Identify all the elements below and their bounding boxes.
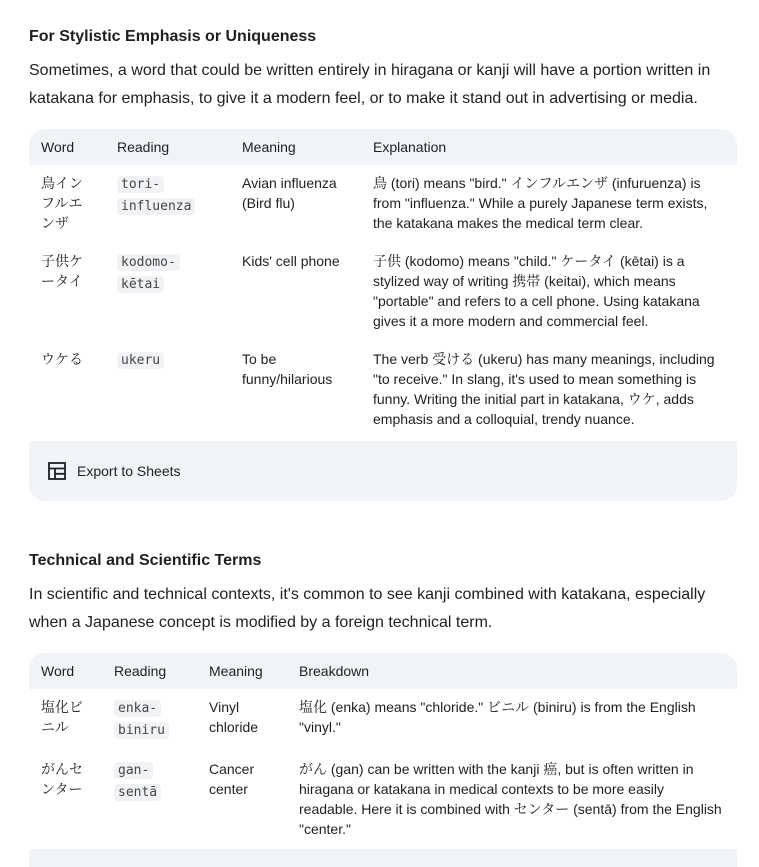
meaning-cell: To be funny/hilarious <box>242 351 333 387</box>
column-header-explanation: Explanation <box>361 129 737 165</box>
technical-table <box>29 653 737 867</box>
reading-cell <box>102 751 197 849</box>
word-cell: 鳥インフルエンザ <box>41 175 83 231</box>
explanation-cell: The verb 受ける (ukeru) has many meanings, including "to receive." In slang, it's used to mean something is funny. Writing the initial part in katakana, ウケ, adds emphasis and a colloquial, trendy nuance. <box>373 351 715 427</box>
breakdown-cell: がん (gan) can be written with the kanji 癌, but is often written in hiragana or katakana in medical contexts to be more easily readable. Here it is combined with センター (sentā) from the English "center." <box>299 761 722 837</box>
reading-cell <box>102 689 197 751</box>
meaning-cell: Avian influenza (Bird flu) <box>242 175 337 211</box>
reading-cell <box>105 165 230 243</box>
reading-code: gan-sentā <box>114 762 161 801</box>
reading-code: tori-influenza <box>117 176 195 215</box>
column-header-breakdown: Breakdown <box>287 653 737 689</box>
column-header-reading: Reading <box>102 653 197 689</box>
table-row <box>29 165 737 243</box>
section-intro-stylistic: Sometimes, a word that could be written entirely in hiragana or kanji will have a portion written in katakana for emphasis, to give it a modern feel, or to make it stand out in advertising or media. <box>29 62 711 107</box>
reading-code: enka-biniru <box>114 700 169 739</box>
reading-code: kodomo-kētai <box>117 254 180 293</box>
explanation-cell: 鳥 (tori) means "bird." インフルエンザ (infuruenza) is from "influenza." While a purely Japanese term exists, the katakana makes the medical term clear. <box>373 175 708 231</box>
table-header-row <box>29 653 737 689</box>
export-label: Export to Sheets <box>77 463 181 479</box>
word-cell: がんセンター <box>41 761 83 797</box>
word-cell: 塩化ビニル <box>41 699 83 735</box>
table-row <box>29 341 737 439</box>
column-header-meaning: Meaning <box>197 653 287 689</box>
column-header-reading: Reading <box>105 129 230 165</box>
table-bottom-edge <box>29 849 737 867</box>
breakdown-cell: 塩化 (enka) means "chloride." ビニル (biniru) is from the English "vinyl." <box>299 699 696 735</box>
table-grid-icon <box>47 461 67 481</box>
table-row <box>29 689 737 751</box>
explanation-cell: 子供 (kodomo) means "child." ケータイ (kētai) is a stylized way of writing 携帯 (keitai), which means "portable" and refers to a cell phone. Using katakana gives it a more modern and commercial feel. <box>373 253 700 329</box>
word-cell: ウケる <box>41 351 83 367</box>
reading-cell <box>105 243 230 341</box>
column-header-word: Word <box>29 653 102 689</box>
word-cell: 子供ケータイ <box>41 253 83 289</box>
section-heading-stylistic: For Stylistic Emphasis or Uniqueness <box>29 28 317 45</box>
table-row <box>29 751 737 849</box>
meaning-cell: Cancer center <box>209 761 255 797</box>
section-intro-technical: In scientific and technical contexts, it's common to see kanji combined with katakana, especially when a Japanese concept is modified by a foreign technical term. <box>29 586 706 631</box>
column-header-meaning: Meaning <box>230 129 361 165</box>
reading-code: ukeru <box>117 352 164 369</box>
table-row <box>29 243 737 341</box>
export-to-sheets-button[interactable] <box>29 439 737 501</box>
meaning-cell: Vinyl chloride <box>209 699 259 735</box>
section-heading-technical: Technical and Scientific Terms <box>29 552 262 569</box>
meaning-cell: Kids' cell phone <box>242 253 340 269</box>
reading-cell <box>105 341 230 439</box>
table-header-row <box>29 129 737 165</box>
column-header-word: Word <box>29 129 105 165</box>
emphasis-table <box>29 129 737 501</box>
